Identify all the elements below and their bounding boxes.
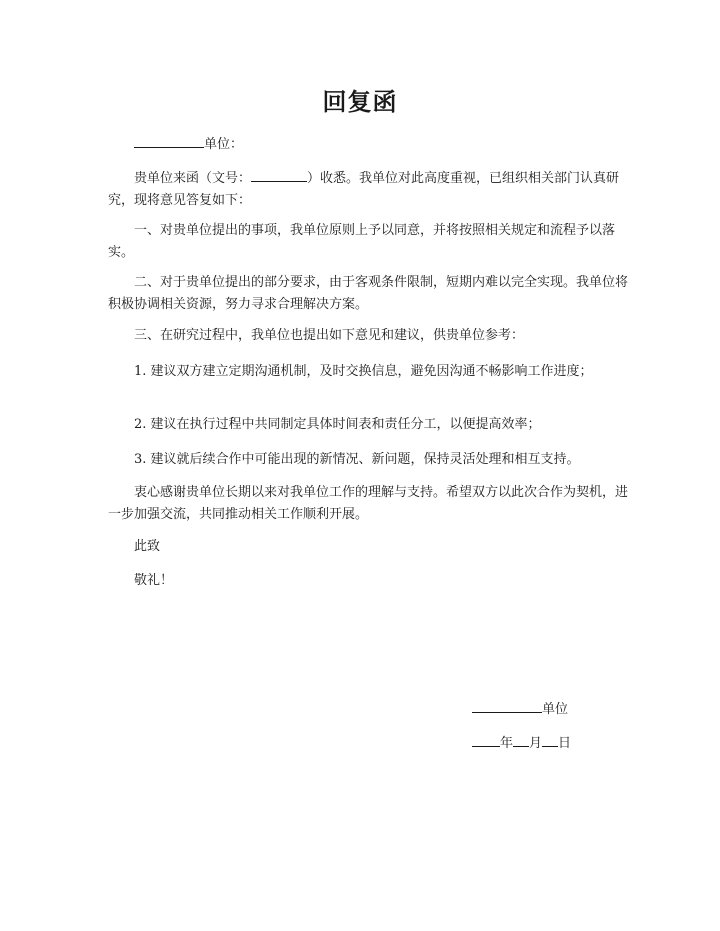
point-3 xyxy=(108,325,628,347)
suggestion-2-text: 2. 建议在执行过程中共同制定具体时间表和责任分工，以便提高效率； xyxy=(134,417,541,432)
signature-unit-label: 单位 xyxy=(542,702,569,717)
intro-part2: ）收悉。我单位对此高度重视，已组织相关部门认真研究，现将意见答复如下： xyxy=(108,171,620,208)
point-1 xyxy=(108,220,628,264)
thanks-paragraph xyxy=(108,482,628,526)
thanks-text: 衷心感谢贵单位长期以来对我单位工作的理解与支持。希望双方以此次合作为契机，进一步加强交流，共同推动相关工作顺利开展。 xyxy=(108,485,629,522)
point-2-text: 二、对于贵单位提出的部分要求，由于客观条件限制，短期内难以完全实现。我单位将积极协调相关资源，努力寻求合理解决方案。 xyxy=(108,275,629,312)
closing-regards: 敬礼！ xyxy=(134,573,174,588)
recipient-blank[interactable] xyxy=(134,133,204,148)
suggestion-3-text: 3. 建议就后续合作中可能出现的新情况、新问题，保持灵活处理和相互支持。 xyxy=(134,452,580,467)
date-day-blank[interactable] xyxy=(542,732,558,747)
date-month-label: 月 xyxy=(529,736,543,751)
suggestion-1-text: 1. 建议双方建立定期沟通机制，及时交换信息，避免因沟通不畅影响工作进度； xyxy=(134,364,593,379)
page-title: 回复函 xyxy=(322,88,398,116)
recipient-line xyxy=(134,133,654,156)
intro-paragraph xyxy=(108,167,628,212)
point-2 xyxy=(108,272,628,316)
date-year-label: 年 xyxy=(500,736,514,751)
suggestion-1 xyxy=(108,361,628,383)
recipient-suffix: 单位： xyxy=(204,137,244,152)
signature-unit-blank[interactable] xyxy=(472,698,542,713)
point-3-text: 三、在研究过程中，我单位也提出如下意见和建议，供贵单位参考： xyxy=(134,328,525,343)
signature-unit xyxy=(472,698,568,721)
point-1-text: 一、对贵单位提出的事项，我单位原则上予以同意，并将按照相关规定和流程予以落实。 xyxy=(108,223,616,260)
suggestion-2 xyxy=(108,414,628,436)
signature-date xyxy=(472,732,571,755)
intro-part1: 贵单位来函（文号： xyxy=(134,171,252,186)
date-year-blank[interactable] xyxy=(472,732,500,747)
date-month-blank[interactable] xyxy=(513,732,529,747)
document-number-blank[interactable] xyxy=(251,167,307,182)
closing-salutation: 此致 xyxy=(134,539,161,554)
suggestion-3 xyxy=(108,449,648,471)
date-day-label: 日 xyxy=(558,736,572,751)
